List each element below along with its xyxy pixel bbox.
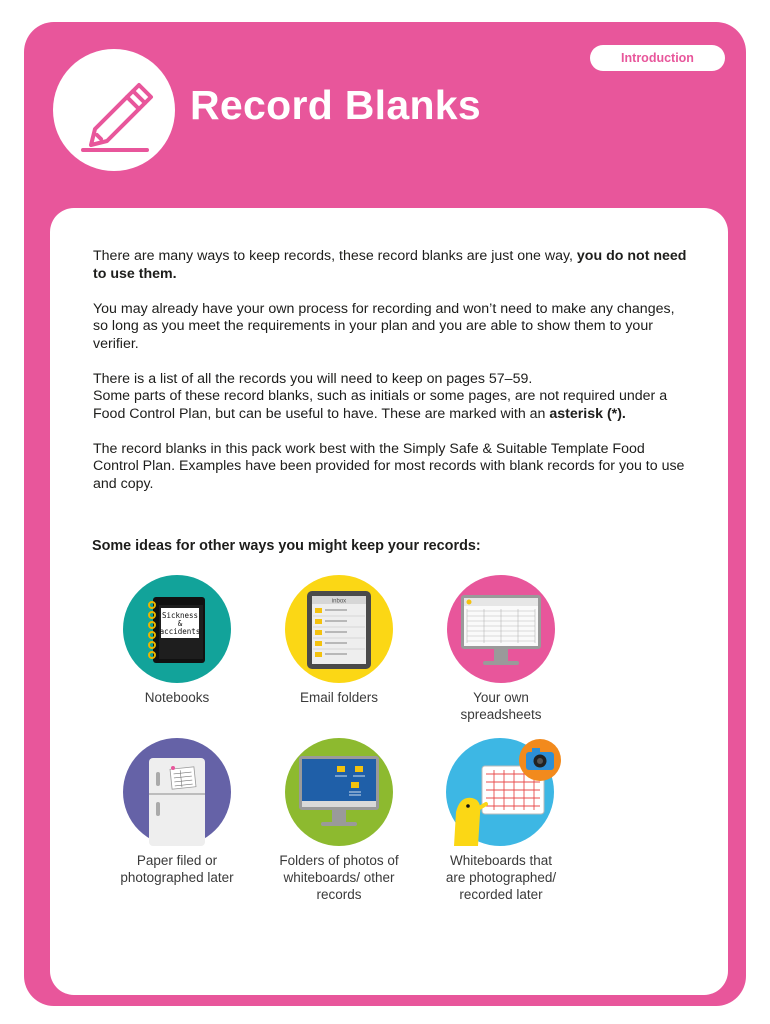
tablet-email-icon [285, 575, 393, 683]
idea-whiteboards [416, 738, 586, 903]
idea-notebooks [92, 575, 262, 706]
pencil-writing-icon [53, 49, 175, 171]
monitor-folders-icon [285, 738, 393, 846]
emphasis: you do not need to use them. [93, 248, 687, 282]
idea-caption: Notebooks [144, 690, 210, 705]
notebook-label-line: Sickness [161, 611, 199, 620]
idea-caption: Folders of photos of whiteboards/ other records [279, 853, 399, 902]
screen-label: inbox [331, 598, 347, 605]
idea-spreadsheets [416, 575, 586, 723]
fridge-paper-icon [123, 738, 231, 846]
idea-caption: Paper filed or photographed later [120, 853, 234, 885]
svg-text:&: & [177, 619, 183, 628]
spreadsheet-monitor-icon [447, 575, 555, 683]
page-title: Record Blanks [190, 82, 481, 128]
intro-paragraph-4: The record blanks in this pack work best with the Simply Safe & Suitable Template Food Control Plan. Examples have been provided for most records with blank records for you to use and copy. [93, 440, 685, 492]
idea-caption: Your own spreadsheets [460, 690, 542, 722]
whiteboard-camera-icon [416, 738, 566, 846]
svg-text:accidents: accidents [159, 627, 201, 636]
idea-email-folders [254, 575, 424, 706]
intro-paragraph-2: You may already have your own process for recording and won’t need to make any changes, so long as you meet the requirements in your plan and you are able to show them to your verifier. [93, 300, 675, 352]
notebook-icon [123, 575, 231, 683]
idea-paper-filed [92, 738, 262, 886]
logo-badge [53, 49, 175, 171]
section-tag: Introduction [590, 45, 725, 71]
intro-paragraph-3: There is a list of all the records you will need to keep on pages 57–59. Some parts of these record blanks, such as initials or some pages, are not required under a Food Control Plan, but can be useful to have. These are marked with an asterisk (*). [93, 370, 668, 422]
idea-caption: Email folders [299, 690, 379, 705]
idea-caption: Whiteboards that are photographed/ recorded later [445, 853, 557, 902]
emphasis: asterisk (*). [549, 405, 626, 422]
idea-photo-folders [254, 738, 424, 903]
ideas-heading: Some ideas for other ways you might keep your records: [92, 538, 481, 554]
intro-text [93, 248, 693, 511]
intro-paragraph-1: There are many ways to keep records, these record blanks are just one way, you do not need to use them. [93, 248, 687, 282]
